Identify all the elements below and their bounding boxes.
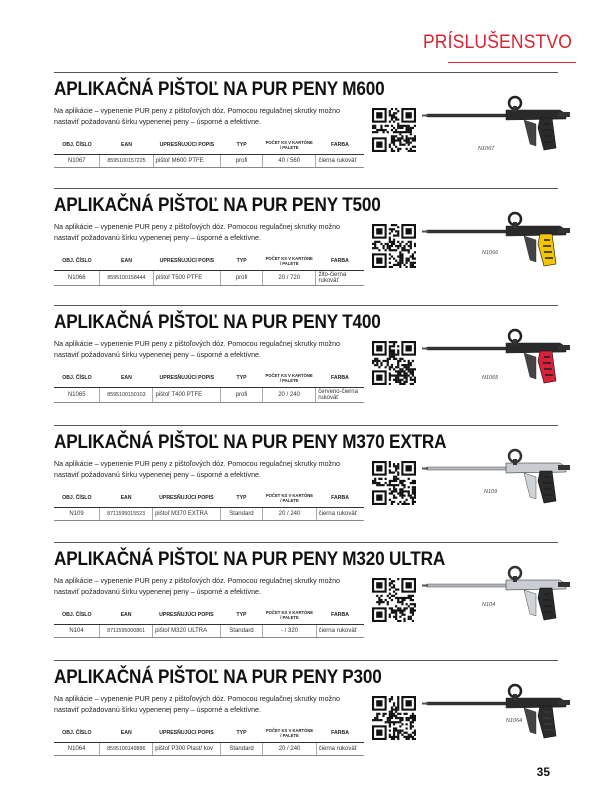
cell-count: 20 / 240 xyxy=(262,388,315,403)
section-divider xyxy=(54,425,558,426)
cell-code: N109 xyxy=(54,508,100,521)
product-section xyxy=(0,305,606,425)
col-count: POČET KS V KARTÓNE / PALETE xyxy=(263,606,316,625)
table-header-row xyxy=(54,136,364,155)
section-divider xyxy=(54,305,558,306)
section-divider xyxy=(54,660,558,661)
cell-count: 20 / 240 xyxy=(263,743,316,756)
cell-code: N1067 xyxy=(54,155,100,168)
product-description: Na aplikácie – vypenenie PUR peny z pištoľových dóz. Pomocou regulačnej skrutky možno nastaviť požadovanú šírku vypenenej peny – úsporné a efektívne. xyxy=(54,340,340,359)
col-type: TYP xyxy=(220,724,263,743)
cell-type: Standard xyxy=(220,508,263,521)
product-title: APLIKAČNÁ PIŠTOĽ NA PUR PENY T500 xyxy=(54,194,381,216)
product-image xyxy=(420,447,576,507)
cell-type: profi xyxy=(221,271,263,286)
col-color: FARBA xyxy=(316,489,364,508)
col-ean: EAN xyxy=(100,606,153,625)
cell-type: profi xyxy=(221,388,263,403)
col-count: POČET KS V KARTÓNE / PALETE xyxy=(263,489,316,508)
col-ean: EAN xyxy=(100,489,153,508)
table-row xyxy=(54,743,364,756)
col-desc: UPRESŇUJÚCI POPIS xyxy=(153,252,221,271)
cell-type: profi xyxy=(221,155,263,168)
product-image-label: N1064 xyxy=(506,718,523,724)
spec-table xyxy=(54,606,364,638)
product-image-label: N1065 xyxy=(482,375,499,381)
col-ean: EAN xyxy=(100,369,153,388)
cell-ean: 8711595015523 xyxy=(100,508,153,521)
spec-table xyxy=(54,369,364,403)
cell-desc: pištoľ M600 PTFE xyxy=(153,155,221,168)
product-description: Na aplikácie – vypenenie PUR peny z pištoľových dóz. Pomocou regulačnej skrutky možno nastaviť požadovanú šírku vypenenej peny – úsporné a efektívne. xyxy=(54,107,340,126)
product-section xyxy=(0,660,606,780)
product-section xyxy=(0,425,606,545)
cell-code: N1066 xyxy=(54,271,100,286)
col-count: POČET KS V KARTÓNE / PALETE xyxy=(263,136,316,155)
cell-color: čierna rukoväť xyxy=(316,508,364,521)
cell-color: čierna rukoväť xyxy=(316,155,364,168)
cell-count: 20 / 720 xyxy=(263,271,316,286)
qr-code[interactable] xyxy=(372,108,416,152)
qr-code[interactable] xyxy=(372,224,416,268)
cell-desc: pištoľ T500 PTFE xyxy=(153,271,221,286)
cell-count: 40 / 560 xyxy=(263,155,316,168)
cell-code: N1064 xyxy=(54,743,100,756)
product-description: Na aplikácie – vypenenie PUR peny z pištoľových dóz. Pomocou regulačnej skrutky možno nastaviť požadovanú šírku vypenenej peny – úsporné a efektívne. xyxy=(54,695,340,714)
table-row xyxy=(54,271,364,286)
col-code: OBJ. ČÍSLO xyxy=(54,606,100,625)
col-color: FARBA xyxy=(316,724,364,743)
product-title: APLIKAČNÁ PIŠTOĽ NA PUR PENY M320 ULTRA xyxy=(54,548,446,570)
product-title: APLIKAČNÁ PIŠTOĽ NA PUR PENY M600 xyxy=(54,78,385,100)
qr-code[interactable] xyxy=(372,341,416,385)
product-description: Na aplikácie – vypenenie PUR peny z pištoľových dóz. Pomocou regulačnej skrutky možno nastaviť požadovanú šírku vypenenej peny – úsporné a efektívne. xyxy=(54,460,340,479)
table-header-row xyxy=(54,606,364,625)
col-desc: UPRESŇUJÚCI POPIS xyxy=(153,489,221,508)
col-type: TYP xyxy=(220,606,263,625)
table-row xyxy=(54,625,364,638)
col-desc: UPRESŇUJÚCI POPIS xyxy=(153,606,221,625)
col-count: POČET KS V KARTÓNE / PALETE xyxy=(263,252,316,271)
table-header-row xyxy=(54,489,364,508)
product-title: APLIKAČNÁ PIŠTOĽ NA PUR PENY T400 xyxy=(54,311,381,333)
col-count: POČET KS V KARTÓNE / PALETE xyxy=(263,724,316,743)
col-code: OBJ. ČÍSLO xyxy=(54,489,100,508)
table-header-row xyxy=(54,252,364,271)
cell-desc: pištoľ M370 EXTRA xyxy=(153,508,221,521)
category-title: PRÍSLUŠENSTVO xyxy=(422,32,572,53)
cell-code: N1065 xyxy=(54,388,100,403)
col-code: OBJ. ČÍSLO xyxy=(54,369,100,388)
col-count: POČET KS V KARTÓNE / PALETE xyxy=(262,369,315,388)
qr-code[interactable] xyxy=(372,461,416,505)
spec-table xyxy=(54,252,364,286)
cell-color: červeno-čierna rukoväť xyxy=(316,388,364,403)
header-divider xyxy=(448,62,576,63)
table-row xyxy=(54,388,364,403)
col-desc: UPRESŇUJÚCI POPIS xyxy=(153,136,221,155)
product-description: Na aplikácie – vypenenie PUR peny z pištoľových dóz. Pomocou regulačnej skrutky možno nastaviť požadovanú šírku vypenenej peny – úsporné a efektívne. xyxy=(54,577,340,596)
spec-table xyxy=(54,724,364,756)
product-description: Na aplikácie – vypenenie PUR peny z pištoľových dóz. Pomocou regulačnej skrutky možno nastaviť požadovanú šírku vypenenej peny – úsporné a efektívne. xyxy=(54,223,340,242)
cell-ean: 8595100149886 xyxy=(100,743,153,756)
page-number: 35 xyxy=(536,765,550,779)
product-title: APLIKAČNÁ PIŠTOĽ NA PUR PENY M370 EXTRA xyxy=(54,431,447,453)
product-image-label: N1067 xyxy=(478,146,495,152)
col-type: TYP xyxy=(221,252,263,271)
cell-code: N104 xyxy=(54,625,100,638)
col-color: FARBA xyxy=(316,136,364,155)
col-type: TYP xyxy=(221,369,263,388)
qr-code[interactable] xyxy=(372,696,416,740)
col-type: TYP xyxy=(221,136,263,155)
spec-table xyxy=(54,136,364,168)
spec-table xyxy=(54,489,364,521)
table-header-row xyxy=(54,724,364,743)
product-image xyxy=(420,682,576,742)
cell-color: žlto-čierna rukoväť xyxy=(316,271,364,286)
cell-desc: pištoľ P300 Plast/ kov xyxy=(153,743,220,756)
cell-color: čierna rukoväť xyxy=(316,625,364,638)
col-desc: UPRESŇUJÚCI POPIS xyxy=(153,369,221,388)
cell-count: - / 320 xyxy=(263,625,316,638)
cell-color: čierna rukoväť xyxy=(316,743,364,756)
cell-count: 20 / 240 xyxy=(263,508,316,521)
cell-type: Standard xyxy=(220,625,263,638)
cell-ean: 8595100150103 xyxy=(100,388,153,403)
section-divider xyxy=(54,188,558,189)
cell-type: Standard xyxy=(220,743,263,756)
col-ean: EAN xyxy=(100,724,153,743)
cell-ean: 8711595000861 xyxy=(100,625,153,638)
qr-code[interactable] xyxy=(372,578,416,622)
col-desc: UPRESŇUJÚCI POPIS xyxy=(153,724,220,743)
cell-desc: pištoľ T400 PTFE xyxy=(153,388,221,403)
product-image-label: N109 xyxy=(484,489,498,495)
product-image xyxy=(420,564,576,624)
cell-ean: 8595100158444 xyxy=(100,271,153,286)
col-ean: EAN xyxy=(100,136,153,155)
product-image-label: N104 xyxy=(482,602,496,608)
col-color: FARBA xyxy=(316,252,364,271)
col-code: OBJ. ČÍSLO xyxy=(54,724,100,743)
col-ean: EAN xyxy=(100,252,153,271)
product-image-label: N1066 xyxy=(482,250,499,256)
product-section xyxy=(0,188,606,308)
col-color: FARBA xyxy=(316,369,364,388)
product-section xyxy=(0,542,606,662)
table-row xyxy=(54,155,364,168)
product-image xyxy=(420,94,576,154)
product-section xyxy=(0,72,606,192)
col-code: OBJ. ČÍSLO xyxy=(54,252,100,271)
page-header xyxy=(0,0,606,60)
col-color: FARBA xyxy=(316,606,364,625)
section-divider xyxy=(54,72,558,73)
col-type: TYP xyxy=(220,489,263,508)
section-divider xyxy=(54,542,558,543)
col-code: OBJ. ČÍSLO xyxy=(54,136,100,155)
table-row xyxy=(54,508,364,521)
table-header-row xyxy=(54,369,364,388)
cell-ean: 8595100157225 xyxy=(100,155,153,168)
product-image xyxy=(420,210,576,270)
cell-desc: pištoľ M320 ULTRA xyxy=(153,625,221,638)
product-title: APLIKAČNÁ PIŠTOĽ NA PUR PENY P300 xyxy=(54,666,382,688)
